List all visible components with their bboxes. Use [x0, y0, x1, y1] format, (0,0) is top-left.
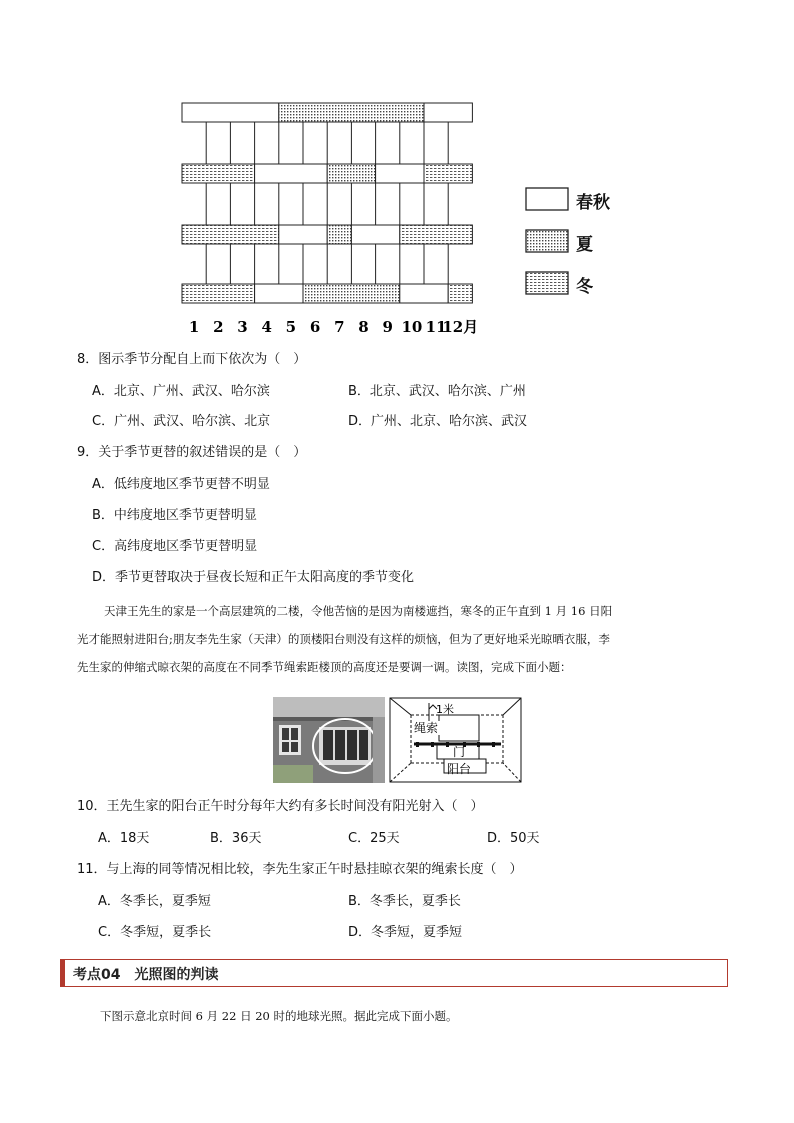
q9-option-d[interactable]: D．季节更替取决于昼夜长短和正午太阳高度的季节变化 [92, 570, 415, 585]
q11-stem: 11．与上海的同等情况相比较，李先生家正午时悬挂晾衣架的绳索长度（ ） [77, 862, 523, 877]
chart-row1-segment-summer [279, 103, 424, 122]
legend-label-winter: 冬 [576, 277, 593, 297]
chart-row2-segment-spring_autumn [376, 164, 424, 183]
legend-swatch-summer [526, 230, 568, 252]
building-photo [273, 697, 385, 783]
label-1m: 1米 [436, 703, 454, 716]
q10-stem: 10．王先生家的阳台正午时分每年大约有多长时间没有阳光射入（ ） [77, 799, 484, 814]
q9-option-b[interactable]: B．中纬度地区季节更替明显 [92, 508, 257, 523]
q10-option-d[interactable]: D．50天 [487, 831, 540, 846]
month-tick-label: 2 [213, 318, 224, 336]
chart-row4-segment-summer [303, 284, 400, 303]
chart-row2-segment-winter [424, 164, 472, 183]
q11-option-d[interactable]: D．冬季短，夏季短 [348, 925, 463, 940]
balcony-diagram [389, 697, 522, 783]
q8-option-c[interactable]: C．广州、武汉、哈尔滨、北京 [92, 414, 271, 429]
month-tick-label: 4 [261, 318, 272, 336]
chart-row4-segment-winter [182, 284, 255, 303]
month-tick-label: 6 [309, 318, 321, 336]
section-header [60, 959, 728, 987]
q11-option-b[interactable]: B．冬季长，夏季长 [348, 894, 461, 909]
q11-option-c[interactable]: C．冬季短，夏季长 [98, 925, 212, 940]
month-tick-label: 9 [382, 318, 393, 336]
q9-option-a[interactable]: A．低纬度地区季节更替不明显 [92, 477, 270, 492]
season-chart [170, 96, 640, 341]
chart-row1-segment-spring_autumn [182, 103, 279, 122]
q10-option-a[interactable]: A．18天 [98, 831, 150, 846]
section-accent-bar [60, 959, 65, 987]
chart-row4-segment-spring_autumn [255, 284, 303, 303]
month-tick-label: 12月 [442, 318, 479, 336]
q10-option-b[interactable]: B．36天 [210, 831, 262, 846]
q9-option-c[interactable]: C．高纬度地区季节更替明显 [92, 539, 258, 554]
chart-row2-segment-spring_autumn [255, 164, 328, 183]
chart-row3-segment-winter [400, 225, 473, 244]
legend-label-spring-autumn: 春秋 [576, 193, 610, 213]
q10-option-c[interactable]: C．25天 [348, 831, 400, 846]
section-title: 考点04 光照图的判读 [73, 967, 219, 983]
legend-swatch-spring-autumn [526, 188, 568, 210]
month-tick-label: 1 [188, 318, 200, 336]
passage-line-3: 先生家的伸缩式晾衣架的高度在不同季节绳索距楼顶的高度还是要调一调。读图，完成下面小题： [77, 660, 572, 674]
chart-row4-segment-winter [448, 284, 472, 303]
q11-option-a[interactable]: A．冬季长，夏季短 [98, 894, 211, 909]
legend-swatch-winter [526, 272, 568, 294]
month-tick-label: 11 [425, 318, 447, 336]
q9-stem: 9．关于季节更替的叙述错误的是（ ） [77, 445, 307, 460]
chart-row1-segment-spring_autumn [424, 103, 472, 122]
label-door: 门 [453, 745, 466, 759]
chart-row2-segment-summer [327, 164, 375, 183]
legend-label-summer: 夏 [576, 235, 593, 255]
chart-row3-segment-spring_autumn [279, 225, 327, 244]
label-balcony: 阳台 [447, 762, 472, 776]
month-tick-label: 8 [358, 318, 369, 336]
intro-text: 下图示意北京时间 6 月 22 日 20 时的地球光照。据此完成下面小题。 [100, 1009, 458, 1023]
chart-row4-segment-spring_autumn [400, 284, 448, 303]
chart-row3-segment-winter [182, 225, 279, 244]
q8-option-d[interactable]: D．广州、北京、哈尔滨、武汉 [348, 414, 528, 429]
chart-row2-segment-winter [182, 164, 255, 183]
month-tick-label: 3 [237, 318, 248, 336]
month-tick-label: 7 [334, 318, 345, 336]
month-tick-label: 10 [401, 318, 423, 336]
chart-row3-segment-spring_autumn [351, 225, 399, 244]
label-rope: 绳索 [414, 721, 439, 735]
month-tick-label: 5 [285, 318, 297, 336]
chart-row3-segment-summer [327, 225, 351, 244]
q8-stem: 8．图示季节分配自上而下依次为（ ） [77, 352, 307, 367]
q8-option-a[interactable]: A．北京、广州、武汉、哈尔滨 [92, 384, 270, 399]
q8-option-b[interactable]: B．北京、武汉、哈尔滨、广州 [348, 384, 526, 399]
passage-line-1: 天津王先生的家是一个高层建筑的二楼，令他苦恼的是因为南楼遮挡，寒冬的正午直到 1 月 16 日阳 [104, 604, 613, 618]
passage-line-2: 光才能照射进阳台;朋友李先生家（天津）的顶楼阳台则没有这样的烦恼，但为了更好地采光晾晒衣服，李 [77, 632, 610, 646]
